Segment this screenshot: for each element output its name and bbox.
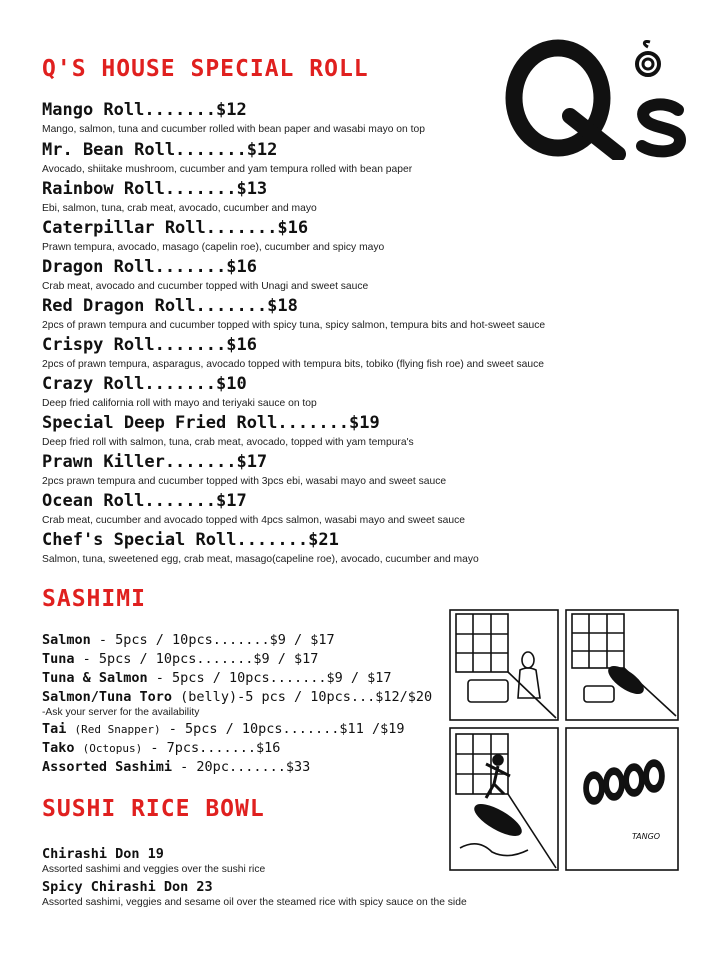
menu-item-name: Crazy Roll.......$10	[42, 374, 247, 394]
sashimi-detail: (belly)-5 pcs / 10pcs...$12/$20	[172, 689, 433, 705]
menu-item-name: Ocean Roll.......$17	[42, 491, 247, 511]
menu-item-name: Rainbow Roll.......$13	[42, 179, 268, 199]
menu-item-name: Red Dragon Roll.......$18	[42, 296, 298, 316]
menu-item-name: Crispy Roll.......$16	[42, 335, 257, 355]
sashimi-detail: - 7pcs.......$16	[142, 740, 281, 756]
sashimi-name: Salmon/Tuna Toro	[42, 689, 173, 705]
bowl-item-name: Spicy Chirashi Don 23	[42, 879, 213, 895]
availability-note: -Ask your server for the availability	[42, 707, 200, 718]
sashimi-name: Tuna	[42, 651, 75, 667]
menu-item-desc: Avocado, shiitake mushroom, cucumber and yam tempura rolled with bean paper	[42, 164, 413, 175]
sashimi-detail: - 5pcs / 10pcs.......$11 /$19	[160, 721, 405, 737]
house-special-title: Q'S HOUSE SPECIAL ROLL	[42, 56, 369, 82]
sashimi-name: Tuna & Salmon	[42, 670, 148, 686]
sashimi-name: Tai	[42, 721, 67, 737]
menu-item-desc: 2pcs of prawn tempura and cucumber topped with spicy tuna, spicy salmon, tempura bits and hot-sweet sauce	[42, 320, 546, 331]
artist-signature: TANGO	[632, 832, 661, 841]
sashimi-sub: (Octopus)	[82, 742, 143, 755]
bowl-item-name: Chirashi Don 19	[42, 846, 164, 862]
menu-item-desc: Crab meat, avocado and cucumber topped with Unagi and sweet sauce	[42, 281, 369, 292]
sashimi-name: Tako	[42, 740, 75, 756]
menu-item-desc: Ebi, salmon, tuna, crab meat, avocado, cucumber and mayo	[42, 203, 317, 214]
sashimi-item	[42, 740, 280, 756]
sashimi-name: Assorted Sashimi	[42, 759, 173, 775]
menu-item-name: Special Deep Fried Roll.......$19	[42, 413, 380, 433]
menu-item-desc: Deep fried california roll with mayo and teriyaki sauce on top	[42, 398, 317, 409]
menu-item-name: Prawn Killer.......$17	[42, 452, 268, 472]
menu-item-desc: Prawn tempura, avocado, masago (capelin roe), cucumber and spicy mayo	[42, 242, 385, 253]
rice-bowl-title: SUSHI RICE BOWL	[42, 796, 265, 822]
sashimi-detail: - 20pc.......$33	[172, 759, 311, 775]
bowl-item-desc: Assorted sashimi and veggies over the sushi rice	[42, 864, 266, 875]
sashimi-item	[42, 689, 432, 705]
menu-item-desc: Mango, salmon, tuna and cucumber rolled with bean paper and wasabi mayo on top	[42, 124, 425, 135]
sashimi-item	[42, 721, 404, 737]
sashimi-detail: - 5pcs / 10pcs.......$9 / $17	[90, 632, 335, 648]
sashimi-name: Salmon	[42, 632, 91, 648]
bowl-item-desc: Assorted sashimi, veggies and sesame oil over the steamed rice with spicy sauce on the side	[42, 897, 467, 908]
menu-item-desc: Deep fried roll with salmon, tuna, crab meat, avocado, topped with yam tempura's	[42, 437, 414, 448]
menu-item-desc: 2pcs of prawn tempura, asparagus, avocado topped with tempura bits, tobiko (flying fish roe) and sweet sauce	[42, 359, 544, 370]
qs-logo	[498, 30, 698, 160]
sashimi-item	[42, 759, 310, 775]
sashimi-detail: - 5pcs / 10pcs.......$9 / $17	[74, 651, 319, 667]
menu-item-desc: Salmon, tuna, sweetened egg, crab meat, masago(capeline roe), avocado, cucumber and mayo	[42, 554, 479, 565]
sashimi-item	[42, 632, 335, 648]
menu-item-name: Dragon Roll.......$16	[42, 257, 257, 277]
sashimi-item	[42, 651, 318, 667]
sashimi-detail: - 5pcs / 10pcs.......$9 / $17	[147, 670, 392, 686]
menu-item-name: Mr. Bean Roll.......$12	[42, 140, 278, 160]
menu-item-name: Chef's Special Roll.......$21	[42, 530, 339, 550]
menu-item-desc: Crab meat, cucumber and avocado topped with 4pcs salmon, wasabi mayo and sweet sauce	[42, 515, 465, 526]
sashimi-item	[42, 670, 392, 686]
sashimi-sub: (Red Snapper)	[74, 723, 161, 736]
sashimi-title: SASHIMI	[42, 586, 146, 612]
menu-item-name: Mango Roll.......$12	[42, 100, 247, 120]
menu-item-name: Caterpillar Roll.......$16	[42, 218, 309, 238]
menu-item-desc: 2pcs prawn tempura and cucumber topped with 3pcs ebi, wasabi mayo and sweet sauce	[42, 476, 447, 487]
